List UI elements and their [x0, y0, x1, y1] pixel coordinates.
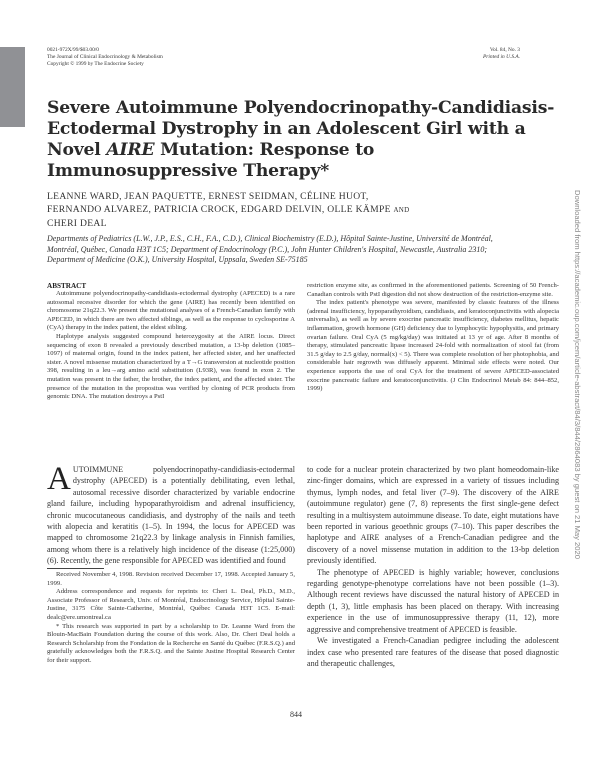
footnote-correspondence: Address correspondence and requests for reprints to: Cheri L. Deal, Ph.D., M.D., Associate Professor of Research, Univ. of Montréal, Endocrinology Service, Hôpital Sainte-Justine, 3175 Côte Sainte-Catherine, Montréal, Québec Canada H3T 1C5. E-mail: dealc@ere.umontreal.ca: [47, 588, 295, 621]
affiliations: Departments of Pediatrics (L.W., J.P., E.S., C.H., F.A., C.D.), Clinical Biochemistry (E.D.), Hôpital Sainte-Justine, Université de Montréal, Montréal, Québec, Canada H3T 1C5; Department of Endocrinology (P.C.), John Hunter Children's Hospital, Newcastle, Australia 2310; Department of Medicine (O.K.), University Hospital, Uppsala, Sweden SE-75185: [47, 234, 493, 265]
volume-issue: Vol. 84, No. 3: [489, 47, 520, 53]
body-paragraph: The phenotype of APECED is highly variable; however, conclusions regarding genotype-phenotype correlations have not been possible (1–3). Although recent reviews have discussed the natural history of APECED in depth (1, 3), little emphasis has been placed on therapy. With increasing experience in the use of immunosuppressive therapy (11, 12), more aggressive and comprehensive treatment of APECED is feasible.: [307, 567, 559, 634]
footnote-received: Received November 4, 1998. Revision received December 17, 1998. Accepted January 5, 1999.: [47, 571, 295, 587]
paper-title: Severe Autoimmune Polyendocrinopathy-Candidiasis-Ectodermal Dystrophy in an Adolescent Girl with a Novel AIRE Mutation: Response to Immunosuppressive Therapy*: [47, 98, 555, 181]
page-number: 844: [290, 710, 302, 719]
abstract-paragraph: Autoimmune polyendocrinopathy-candidiasis-ectodermal dystrophy (APECED) is a rare autosomal recessive disorder for which the gene (AIRE) has recently been identified on chromosome 21q22.3. We present the mutational analyses of a French-Canadian family with APECED, in which there are two affected siblings, as well as the response to cyclosporine A (CyA) therapy in the index patient, the eldest sibling.: [47, 290, 295, 332]
abstract-paragraph: The index patient's phenotype was severe, manifested by classic features of the illness (adrenal insufficiency, hypoparathyroidism, candidiasis, and keratoconjunctivitis with alopecia universalis), as well as by severe exocrine pancreatic insufficiency, diabetes mellitus, hepatic inflammation, growth hormone (GH) deficiency due to lymphocytic hypophysitis, and primary ovarian failure. Oral CyA (5 mg/kg/day) was initiated at 13 yr of age. After 8 months of therapy, stimulated pancreatic lipase increased 24-fold with normalization of stool fat (from 31.5 g/day to 2.5 g/day, normal(x) < 5). There was complete resolution of her photophobia, and considerable hair regrowth was diffusely apparent. Minimal side effects were noted. Our experience supports the use of oral CyA for the treatment of severe APECED-associated exocrine pancreatic failure and keratoconjunctivitis. (J Clin Endocrinol Metab 84: 844–852, 1999): [307, 299, 559, 393]
volume-header: [483, 47, 520, 61]
issn-line: 0021-972X/99/$03.00/0: [47, 47, 99, 53]
body-left-column: [47, 461, 295, 567]
abstract-right-column: [307, 282, 559, 394]
copyright-line: Copyright © 1999 by The Endocrine Society: [47, 61, 144, 67]
footnote-funding: * This research was supported in part by a scholarship to Dr. Leanne Ward from the Blouin-MacBain Foundation during the course of this work. Also, Dr. Cheri Deal holds a Research Scholarship from the Fondation de la Recherche en Santé du Québec (F.R.S.Q.) and gratefully acknowledges both the F.R.S.Q. and the Sainte Justine Hospital Research Center for their support.: [47, 622, 295, 664]
journal-name: The Journal of Clinical Endocrinology & Metabolism: [47, 54, 163, 60]
body-paragraph: We investigated a French-Canadian pedigree including the adolescent index case who presented rare features of the disease that posed diagnostic and therapeutic challenges,: [307, 636, 559, 668]
abstract-paragraph: restriction enzyme site, as confirmed in the aforementioned patients. Screening of 50 French-Canadian controls with PstI digestion did not show destruction of the restriction-enzyme site.: [307, 282, 559, 298]
body-paragraph: to code for a nuclear protein characterized by two plant homeodomain-like zinc-finger domains, which are expressed in a variety of tissues including thymus, lymph nodes, and fetal liver (7–9). The discovery of the AIRE (autoimmune regulator) gene (7, 8) represents the first single-gene defect resulting in a multisystem autoimmune disease. To date, eight mutations have been reported in various geoethnic groups (7–10). This paper describes the haplotype and AIRE analyses of a French-Canadian pedigree and the discovery of a novel missense mutation in addition to the 13-bp deletion previously identified.: [307, 465, 559, 566]
printed-in: Printed in U.S.A.: [483, 54, 520, 60]
body-right-column: [307, 464, 559, 669]
journal-header: [47, 47, 163, 68]
abstract-heading: ABSTRACT: [47, 282, 87, 290]
author-list: LEANNE WARD, JEAN PAQUETTE, ERNEST SEIDMAN, CÉLINE HUOT, FERNANDO ALVAREZ, PATRICIA CROCK, EDGARD DELVIN, OLLE KÄMPE AND CHERI DEAL: [47, 191, 410, 229]
abstract-left-column: [47, 290, 295, 402]
drop-cap: A: [47, 461, 71, 497]
page-edge-tab: [0, 47, 25, 127]
gene-name: AIRE: [106, 140, 155, 160]
abstract-paragraph: Haplotype analysis suggested compound heterozygosity at the AIRE locus. Direct sequencing of exon 8 revealed a previously described mutation, a 13-bp deletion (1085–1097) of maternal origin, found in the index patient, her affected sister, and her unaffected sister. A novel missense mutation characterized by a T→G transversion at nucleotide position 398, resulting in a leu→arg amino acid substitution (L93R), was found in exon 2. The mutation was present in the father, the brother, the index patient, and the affected sister. The presence of the mutation in the propositus was verified by cloning of PCR products from genomic DNA. The mutation destroys a PstI: [47, 332, 295, 401]
footnotes: [47, 571, 295, 666]
footnote-divider: [47, 568, 104, 569]
body-paragraph: AUTOIMMUNE polyendocrinopathy-candidiasis-ectodermal dystrophy (APECED) is a potentially debilitating, even lethal, autosomal recessive disorder characterized by variable endocrine gland failure, including hypoparathyroidism and adrenal insufficiency, chronic mucocutaneous candidiasis, and dystrophy of the nails and teeth with alopecia and keratitis (1–5). In 1994, the locus for APECED was mapped to chromosome 21q22.3 by linkage analysis in Finnish families, among whom there is a relatively high incidence of the disease (1:25,000) (6). Recently, the gene responsible for APECED was identified and found: [47, 461, 295, 566]
